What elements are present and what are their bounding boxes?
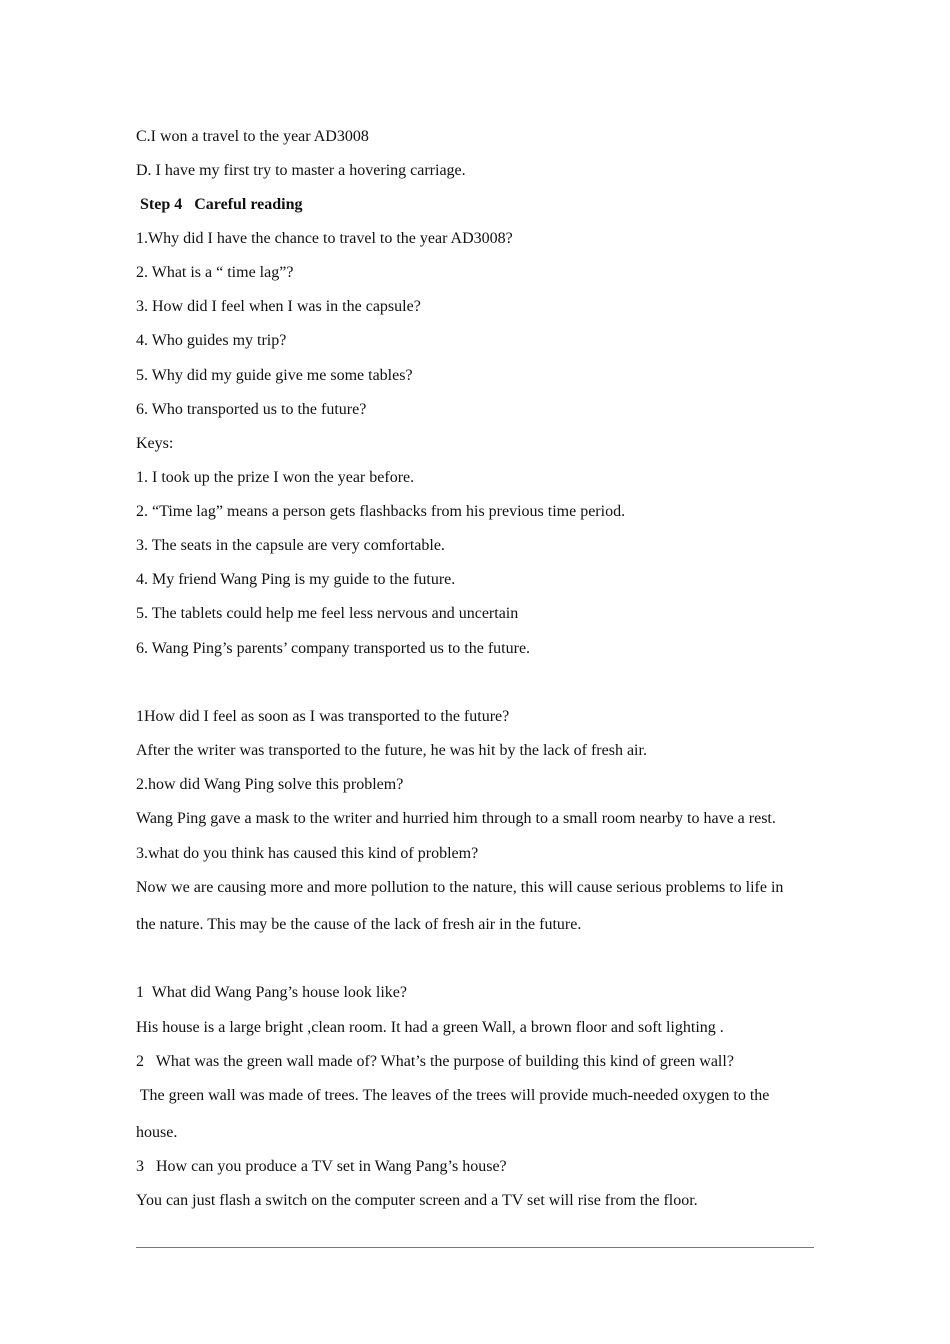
question-5: 5. Why did my guide give me some tables? xyxy=(136,367,413,384)
fresh-air-answer-3-line-2: the nature. This may be the cause of the lack of fresh air in the future. xyxy=(136,916,582,933)
key-answer-5: 5. The tablets could help me feel less nervous and uncertain xyxy=(136,605,519,622)
house-answer-3: You can just flash a switch on the computer screen and a TV set will rise from the floor. xyxy=(136,1192,698,1209)
question-2: 2. What is a “ time lag”? xyxy=(136,264,294,281)
question-3: 3. How did I feel when I was in the capsule? xyxy=(136,298,421,315)
fresh-air-question-3: 3.what do you think has caused this kind of problem? xyxy=(136,845,479,862)
key-answer-1: 1. I took up the prize I won the year before. xyxy=(136,469,415,486)
option-c-text: C.I won a travel to the year AD3008 xyxy=(136,128,369,145)
option-d-text: D. I have my first try to master a hovering carriage. xyxy=(136,162,466,179)
house-answer-2-line-1: The green wall was made of trees. The leaves of the trees will provide much-needed oxygen to the xyxy=(136,1087,770,1104)
house-answer-2-line-2: house. xyxy=(136,1124,178,1141)
fresh-air-answer-2: Wang Ping gave a mask to the writer and hurried him through to a small room nearby to have a rest. xyxy=(136,810,776,827)
question-1: 1.Why did I have the chance to travel to the year AD3008? xyxy=(136,230,513,247)
house-question-3: 3 How can you produce a TV set in Wang Pang’s house? xyxy=(136,1158,507,1175)
key-answer-3: 3. The seats in the capsule are very comfortable. xyxy=(136,537,445,554)
house-answer-1: His house is a large bright ,clean room. It had a green Wall, a brown floor and soft lighting . xyxy=(136,1019,724,1036)
key-answer-2: 2. “Time lag” means a person gets flashbacks from his previous time period. xyxy=(136,503,626,520)
question-6: 6. Who transported us to the future? xyxy=(136,401,367,418)
house-question-1: 1 What did Wang Pang’s house look like? xyxy=(136,984,407,1001)
fresh-air-answer-3-line-1: Now we are causing more and more pollution to the nature, this will cause serious problems to life in xyxy=(136,879,784,896)
keys-label: Keys: xyxy=(136,435,174,452)
footer-divider xyxy=(136,1247,814,1248)
section-heading-step-4: Step 4 Careful reading xyxy=(136,196,303,213)
fresh-air-question-1: 1How did I feel as soon as I was transported to the future? xyxy=(136,708,510,725)
house-question-2: 2 What was the green wall made of? What’s the purpose of building this kind of green wall? xyxy=(136,1053,734,1070)
fresh-air-answer-1: After the writer was transported to the future, he was hit by the lack of fresh air. xyxy=(136,742,647,759)
key-answer-4: 4. My friend Wang Ping is my guide to the future. xyxy=(136,571,456,588)
key-answer-6: 6. Wang Ping’s parents’ company transported us to the future. xyxy=(136,640,531,657)
question-4: 4. Who guides my trip? xyxy=(136,332,287,349)
fresh-air-question-2: 2.how did Wang Ping solve this problem? xyxy=(136,776,404,793)
